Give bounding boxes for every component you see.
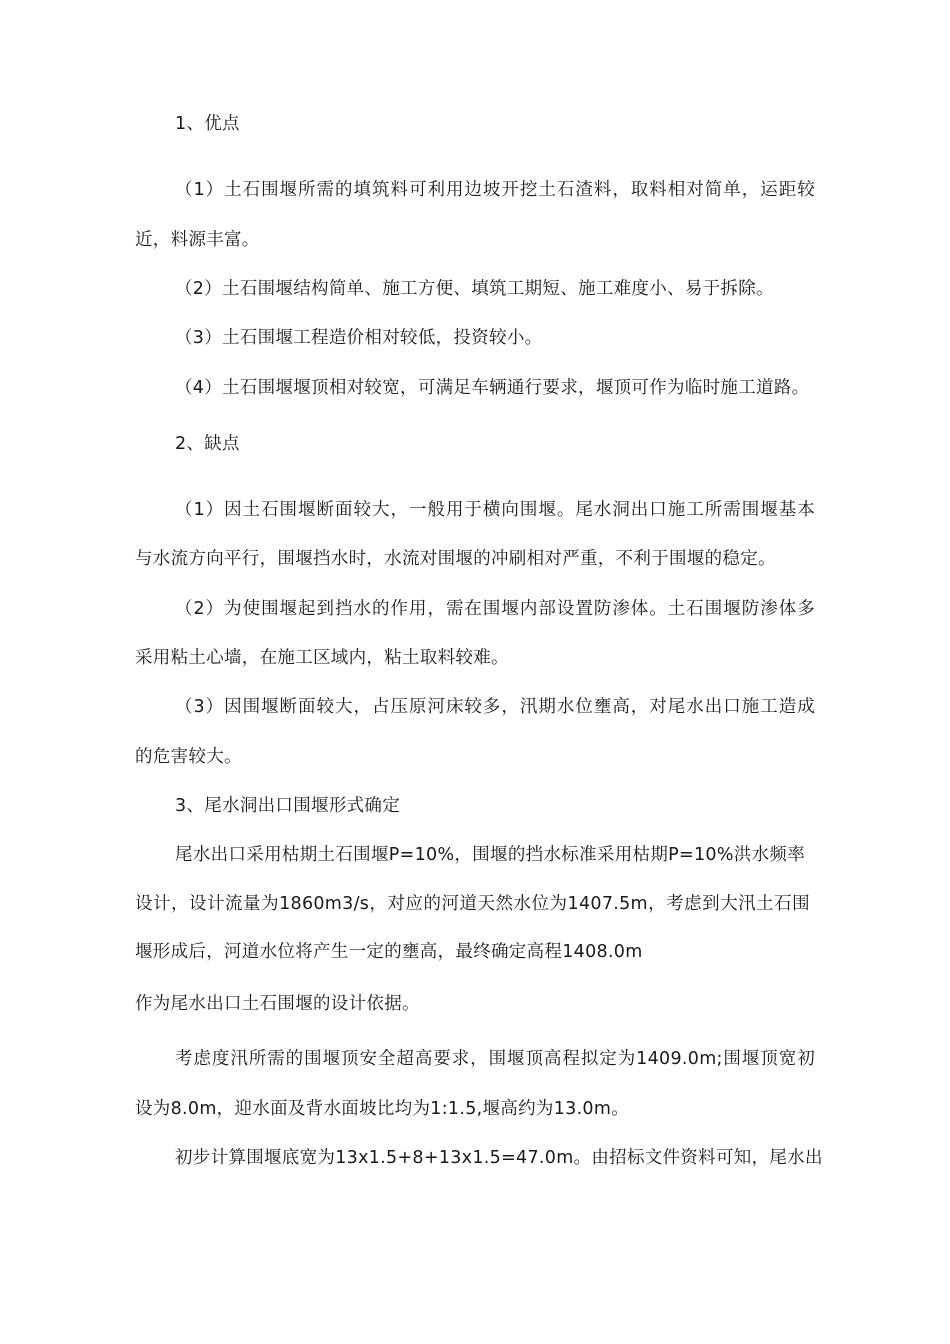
paragraph-line: （1）因土石围堰断面较大，一般用于横向围堰。尾水洞出口施工所需围堰基本: [175, 500, 815, 520]
heading-disadvantages: 2、缺点: [175, 434, 240, 454]
paragraph-line: 设为8.0m，迎水面及背水面坡比均为1:1.5,堰高约为13.0m。: [135, 1099, 630, 1119]
paragraph-line: 的危害较大。: [135, 747, 242, 767]
paragraph-line: （1）土石围堰所需的填筑料可利用边坡开挖土石渣料，取料相对简单，运距较: [175, 180, 815, 200]
paragraph-line: 与水流方向平行，围堰挡水时，水流对围堰的冲刷相对严重，不利于围堰的稳定。: [135, 549, 776, 569]
paragraph-line: 近，料源丰富。: [135, 230, 260, 250]
paragraph-line: （2）土石围堰结构简单、施工方便、填筑工期短、施工难度小、易于拆除。: [175, 279, 774, 299]
paragraph-line: （3）因围堰断面较大，占压原河床较多，汛期水位壅高，对尾水出口施工造成: [175, 697, 815, 717]
paragraph-line: 尾水出口采用枯期土石围堰P=10%，围堰的挡水标准采用枯期P=10%洪水频率: [175, 845, 805, 865]
paragraph-line: 考虑度汛所需的围堰顶安全超高要求，围堰顶高程拟定为1409.0m;围堰顶宽初: [175, 1049, 815, 1069]
paragraph-line: 采用粘土心墙，在施工区域内，粘土取料较难。: [135, 648, 509, 668]
paragraph-line: 堰形成后，河道水位将产生一定的壅高，最终确定高程1408.0m: [135, 942, 643, 962]
paragraph-line: 设计，设计流量为1860m3/s，对应的河道天然水位为1407.5m，考虑到大汛土石围: [135, 894, 810, 914]
paragraph-line: （2）为使围堰起到挡水的作用，需在围堰内部设置防渗体。土石围堰防渗体多: [175, 599, 815, 619]
paragraph-line: 初步计算围堰底宽为13x1.5+8+13x1.5=47.0m。由招标文件资料可知，尾水出: [175, 1148, 823, 1168]
paragraph-line: （4）土石围堰堰顶相对较宽，可满足车辆通行要求，堰顶可作为临时施工道路。: [175, 378, 810, 398]
paragraph-line: 作为尾水出口土石围堰的设计依据。: [135, 994, 420, 1014]
paragraph-line: （3）土石围堰工程造价相对较低，投资较小。: [175, 328, 543, 348]
heading-cofferdam-form: 3、尾水洞出口围堰形式确定: [175, 796, 401, 816]
heading-advantages: 1、优点: [175, 114, 240, 134]
